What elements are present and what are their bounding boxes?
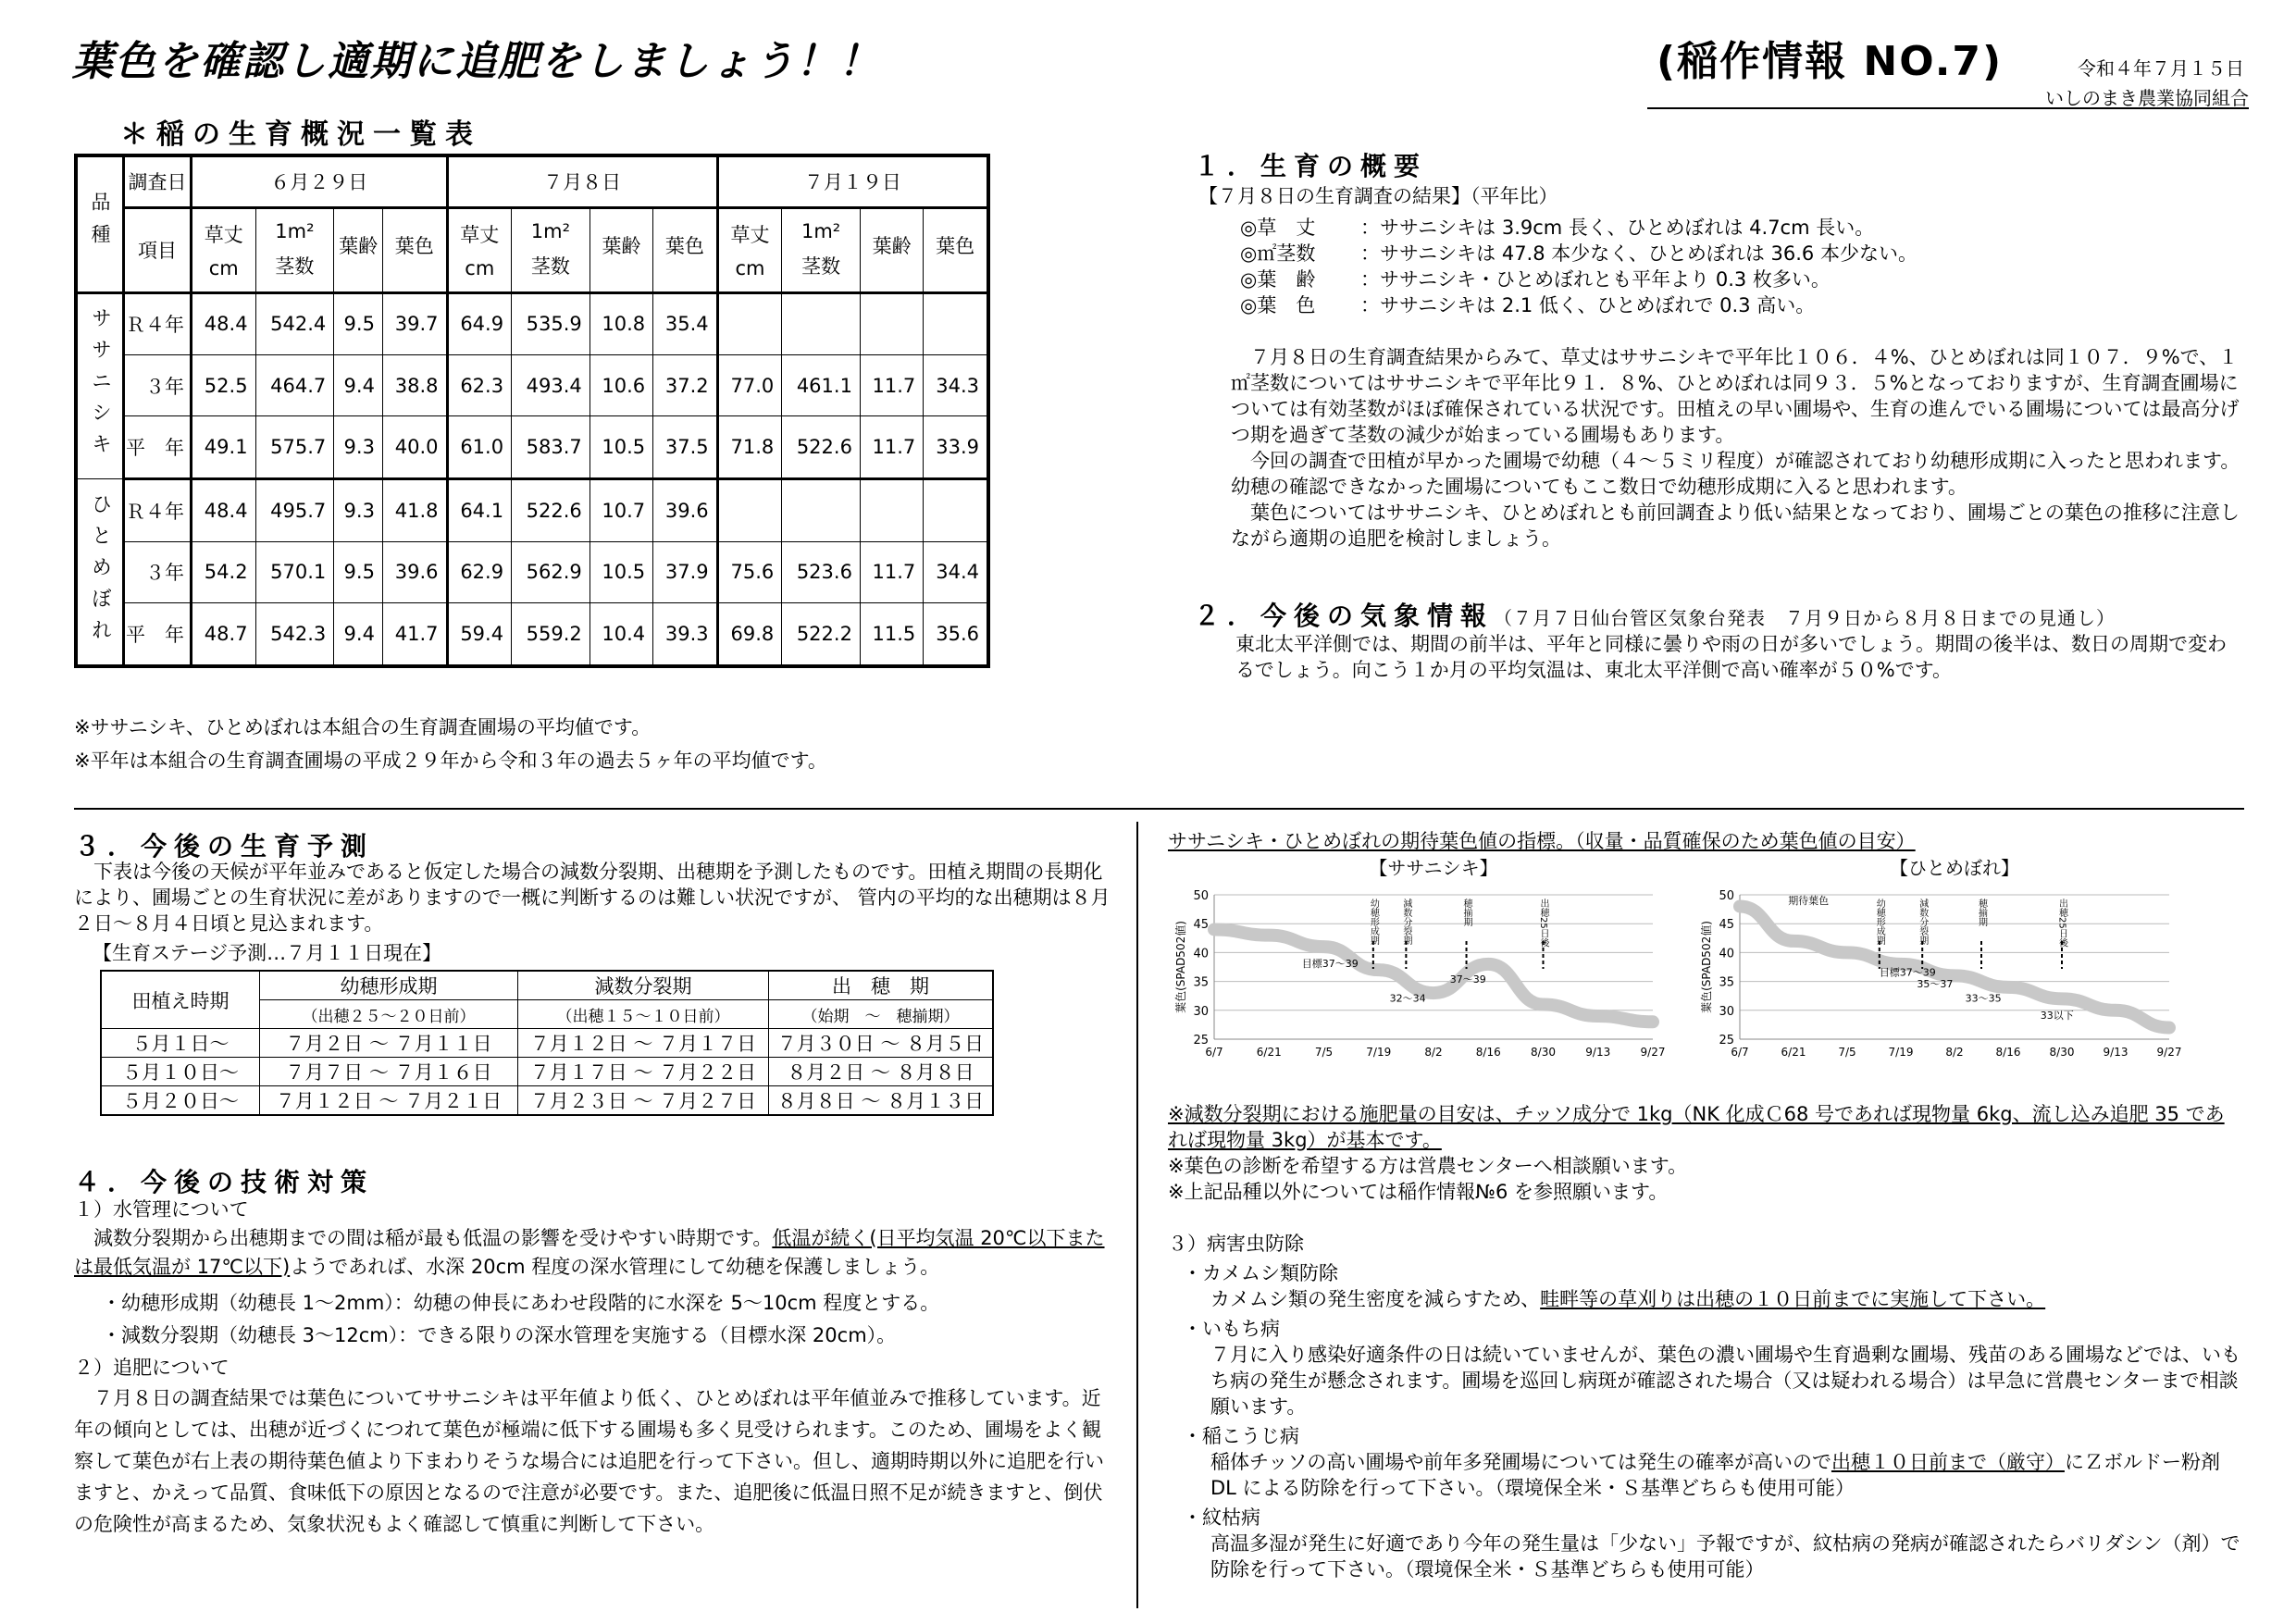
value-cell: 575.7 (255, 416, 334, 479)
value-cell: 37.9 (653, 541, 718, 602)
stage-table (100, 970, 994, 1116)
value-cell: 522.6 (782, 416, 861, 479)
stage-annotation: 幼穂形成期 (1368, 899, 1379, 945)
stage-annotation: 穂揃期 (1461, 899, 1472, 926)
target-annotation: 33以下 (2040, 1010, 2074, 1023)
value-cell (924, 479, 988, 542)
x-tick-label: 6/7 (1205, 1046, 1223, 1059)
item-row: ◎㎡茎数 ：ササニシキは 47.8 本少なく、ひとめぼれは 36.6 本少ない。 (1240, 242, 1917, 265)
pest-name: ・紋枯病 (1183, 1506, 1260, 1529)
water-bullet: ・幼穂形成期（幼穂長 1～2mm）：幼穂の伸長にあわせ段階的に水深を 5～10cm 程度とする。 (102, 1292, 940, 1314)
section4-text (74, 1196, 1120, 1540)
pest-heading: ３）病害虫防除 (1168, 1233, 1304, 1255)
cell: ８月２日 ～ ８月８日 (769, 1058, 994, 1086)
value-cell: 71.8 (717, 416, 782, 479)
organization: いしのまき農業協同組合 (2045, 87, 2249, 109)
cell: ８月８日 ～ ８月１３日 (769, 1086, 994, 1116)
value-cell: 493.4 (512, 355, 590, 416)
subheader-cell: （始期 ～ 穂揃期） (769, 1000, 994, 1029)
x-tick-label: 6/21 (1781, 1046, 1806, 1059)
value-cell: 570.1 (255, 541, 334, 602)
water-bullet: ・減数分裂期（幼穂長 3～12cm）：できる限りの深水管理を実施する（目標水深 20cm）。 (102, 1324, 897, 1346)
value-cell: 10.4 (590, 602, 652, 666)
x-tick-label: 9/27 (2156, 1046, 2182, 1059)
item-row: ◎葉 齢 ：ササニシキ・ひとめぼれとも平年より 0.3 枚多い。 (1240, 268, 1831, 291)
value-cell: 49.1 (192, 416, 256, 479)
value-cell: 34.3 (924, 355, 988, 416)
variety-name: ひとめぼれ (76, 479, 124, 666)
column-label: 葉色 (924, 207, 988, 292)
value-cell: 562.9 (512, 541, 590, 602)
cell: ７月２３日 ～ ７月２７日 (518, 1086, 769, 1116)
x-tick-label: 9/13 (1585, 1046, 1611, 1059)
value-cell (717, 479, 782, 542)
stage-annotation: 減数分裂期 (1400, 899, 1411, 945)
growth-table (74, 154, 990, 668)
target-annotation: 32～34 (1389, 992, 1426, 1005)
value-cell: 542.3 (255, 602, 334, 666)
value-cell: 35.6 (924, 602, 988, 666)
table-row (76, 207, 988, 292)
header-cell: 幼穂形成期 (260, 971, 518, 1000)
value-cell: 48.7 (192, 602, 256, 666)
value-cell: 11.7 (860, 541, 923, 602)
paragraph: 葉色についてはササニシキ、ひとめぼれとも前回調査より低い結果となっており、圃場ごとの葉色の推移に注意しながら適期の追肥を検討しましょう。 (1231, 502, 2240, 550)
x-tick-label: 6/21 (1256, 1046, 1282, 1059)
table-row (101, 1029, 993, 1058)
target-annotation: 37～39 (1449, 973, 1486, 986)
stage-annotation: 穂揃期 (1976, 899, 1987, 926)
table-row (76, 292, 988, 355)
chart-title: 【ササニシキ】 (1369, 857, 1498, 879)
table-row (101, 1058, 993, 1086)
value-cell (782, 292, 861, 355)
table-row (76, 355, 988, 416)
survey-date: ７月１９日 (717, 155, 988, 207)
section3-heading: ３．今後の生育予測 (74, 831, 375, 862)
pest-text: ７月に入り感染好適条件の日は続いていませんが、葉色の濃い圃場や生育過剰な圃場、残苗のある圃場などでは、いもち病の発生が懸念されます。圃場を巡回し病斑が確認された場合（又は疑われる場合）は早急に営農センターまで相談願います。 (1210, 1344, 2240, 1418)
row-label: 平 年 (124, 602, 192, 666)
table-row (76, 602, 988, 666)
cell: ５月１０日～ (101, 1058, 260, 1086)
x-tick-label: 8/2 (1424, 1046, 1443, 1059)
value-cell: 37.2 (653, 355, 718, 416)
table-note-1: ※ササニシキ、ひとめぼれは本組合の生育調査圃場の平均値です。 (74, 716, 652, 738)
value-cell: 64.1 (447, 479, 512, 542)
value-cell: 77.0 (717, 355, 782, 416)
y-tick-label: 40 (1719, 947, 1734, 961)
value-cell: 9.5 (334, 541, 383, 602)
value-cell (924, 292, 988, 355)
row-label: ３年 (124, 355, 192, 416)
series-line (1214, 929, 1653, 1022)
x-tick-label: 7/5 (1314, 1046, 1334, 1059)
stage-annotation: 出穂25日後 (1538, 899, 1548, 948)
fertilizer-notes (1168, 1101, 2241, 1205)
item-label: 項目 (124, 207, 192, 292)
value-cell: 9.3 (334, 479, 383, 542)
sasanishiki-chart (1168, 856, 1668, 1069)
value-cell: 35.4 (653, 292, 718, 355)
value-cell: 9.4 (334, 355, 383, 416)
chart-heading: ササニシキ・ひとめぼれの期待葉色値の指標。（収量・品質確保のため葉色値の目安） (1168, 830, 1916, 852)
column-label: 1m² 茎数 (512, 207, 590, 292)
stage-annotation: 出穂25日後 (2056, 899, 2067, 948)
table-row (76, 479, 988, 542)
column-label: 草丈 cm (192, 207, 256, 292)
y-tick-label: 45 (1719, 918, 1734, 933)
row-label: Ｒ４年 (124, 479, 192, 542)
value-cell: 34.4 (924, 541, 988, 602)
survey-date: ７月８日 (447, 155, 717, 207)
y-axis-label: 葉色(SPAD502値) (1700, 921, 1713, 1013)
fert-heading: ２）追肥について (74, 1357, 230, 1379)
subheader-cell: （出穂１５～１０日前） (518, 1000, 769, 1029)
value-cell (717, 292, 782, 355)
table-row (76, 416, 988, 479)
value-cell: 11.7 (860, 416, 923, 479)
cell: ５月１日～ (101, 1029, 260, 1058)
header-cell: 減数分裂期 (518, 971, 769, 1000)
pest-name: ・カメムシ類防除 (1183, 1262, 1338, 1284)
value-cell: 583.7 (512, 416, 590, 479)
horizontal-divider (74, 808, 2244, 810)
variety-name: ササニシキ (76, 292, 124, 479)
x-tick-label: 8/30 (1531, 1046, 1556, 1059)
water-heading: １）水管理について (74, 1198, 249, 1221)
value-cell: 9.5 (334, 292, 383, 355)
section2-title: ２．今後の気象情報 (1194, 601, 1495, 631)
chart-title: 【ひとめぼれ】 (1890, 857, 2019, 879)
paragraph: 今回の調査で田植が早かった圃場で幼穂（４～５ミリ程度）が確認されており幼穂形成期に入ったと思われます。幼穂の確認できなかった圃場についてもここ数日で幼穂形成期に入ると思われます。 (1231, 450, 2240, 498)
value-cell: 461.1 (782, 355, 861, 416)
row-label: 平 年 (124, 416, 192, 479)
column-label: 葉色 (653, 207, 718, 292)
subheader-cell: （出穂２５～２０日前） (260, 1000, 518, 1029)
note: ※葉色の診断を希望する方は営農センターへ相談願います。 (1168, 1155, 1688, 1177)
value-cell: 39.6 (382, 541, 447, 602)
issue-date: 令和４年７月１５日 (2078, 57, 2244, 80)
fert-paragraph: ７月８日の調査結果では葉色についてササニシキは平年値より低く、ひとめぼれは平年値並みで推移しています。近年の傾向としては、出穂が近づくにつれて葉色が極端に低下する圃場も多く見受けられます。このため、圃場をよく観察して葉色が右上表の期待葉色値より下まわりそうな場合には追肥を行って下さい。但し、適期時期以外に追肥を行いますと、かえって品質、食味低下の原因となるので注意が必要です。また、追肥後に低温日照不足が続きますと、倒伏の危険性が高まるため、気象状況もよく確認して慎重に判断して下さい。 (74, 1387, 1104, 1535)
value-cell: 10.7 (590, 479, 652, 542)
value-cell: 69.8 (717, 602, 782, 666)
value-cell: 522.6 (512, 479, 590, 542)
value-cell: 495.7 (255, 479, 334, 542)
value-cell (860, 292, 923, 355)
item-row: ◎葉 色 ：ササニシキは 2.1 低く、ひとめぼれで 0.3 高い。 (1240, 294, 1816, 316)
value-cell: 38.8 (382, 355, 447, 416)
y-tick-label: 25 (1193, 1034, 1209, 1048)
x-tick-label: 7/19 (1888, 1046, 1914, 1059)
value-cell: 59.4 (447, 602, 512, 666)
section2-sub: （７月７日仙台管区気象台発表 ７月９日から８月８日までの見通し） (1494, 607, 2116, 629)
value-cell (782, 479, 861, 542)
value-cell: 10.8 (590, 292, 652, 355)
value-cell: 464.7 (255, 355, 334, 416)
value-cell: 75.6 (717, 541, 782, 602)
table-row (76, 541, 988, 602)
table-note-2: ※平年は本組合の生育調査圃場の平成２９年から令和３年の過去５ヶ年の平均値です。 (74, 750, 827, 772)
column-label: 葉齢 (860, 207, 923, 292)
value-cell: 10.5 (590, 541, 652, 602)
y-tick-label: 50 (1719, 889, 1734, 903)
y-tick-label: 30 (1719, 1004, 1734, 1019)
column-label: 葉齢 (334, 207, 383, 292)
x-tick-label: 7/19 (1366, 1046, 1392, 1059)
stage-label: 【生育ステージ予測…７月１１日現在】 (93, 942, 442, 964)
value-cell: 40.0 (382, 416, 447, 479)
value-cell: 39.6 (653, 479, 718, 542)
column-label: 1m² 茎数 (255, 207, 334, 292)
section3-text: 下表は今後の天候が平年並みであると仮定した場合の減数分裂期、出穂期を予測したものです。田植え期間の長期化により、圃場ごとの生育状況に差がありますので一概に判断するのは難しい状況ですが、 管内の平均的な出穂期は８月２日～８月４日頃と見込まれます。 (74, 861, 1111, 935)
table-row (101, 971, 993, 1000)
value-cell: 9.4 (334, 602, 383, 666)
value-cell (860, 479, 923, 542)
cell: ７月１２日 ～ ７月１７日 (518, 1029, 769, 1058)
y-tick-label: 35 (1719, 975, 1734, 990)
section2-heading (1194, 596, 2116, 633)
column-label: 草丈 cm (447, 207, 512, 292)
value-cell: 522.2 (782, 602, 861, 666)
header-cell: 出 穂 期 (769, 971, 994, 1000)
value-cell: 535.9 (512, 292, 590, 355)
item-row: ◎草 丈 ：ササニシキは 3.9cm 長く、ひとめぼれは 4.7cm 長い。 (1240, 217, 1875, 239)
pest-section (1168, 1231, 2241, 1582)
value-cell: 62.3 (447, 355, 512, 416)
y-tick-label: 45 (1193, 918, 1209, 933)
y-tick-label: 25 (1719, 1034, 1734, 1048)
value-cell: 48.4 (192, 292, 256, 355)
stage-annotation: 期待葉色 (1788, 895, 1830, 907)
target-annotation: 目標37～39 (1879, 966, 1936, 979)
note: ※上記品種以外については稲作情報№6 を参照願います。 (1168, 1181, 1669, 1203)
target-annotation: 目標37～39 (1301, 958, 1359, 970)
section1-items (1240, 215, 2166, 318)
cell: ７月１７日 ～ ７月２２日 (518, 1058, 769, 1086)
column-label: 1m² 茎数 (782, 207, 861, 292)
value-cell: 37.5 (653, 416, 718, 479)
series-line (1740, 906, 2169, 1027)
row-label: Ｒ４年 (124, 292, 192, 355)
cell: ７月７日 ～ ７月１６日 (260, 1058, 518, 1086)
table-row (76, 155, 988, 207)
x-tick-label: 9/13 (2103, 1046, 2128, 1059)
pest-name: ・稲こうじ病 (1183, 1425, 1299, 1447)
pest-text: カメムシ類の発生密度を減らすため、畦畔等の草刈りは出穂の１０日前までに実施して下さい。 (1210, 1288, 2046, 1310)
hitomebore-chart (1694, 856, 2184, 1069)
target-annotation: 35～37 (1917, 977, 1954, 990)
value-cell: 11.5 (860, 602, 923, 666)
section4-heading: ４．今後の技術対策 (74, 1167, 375, 1197)
row-label: ３年 (124, 541, 192, 602)
value-cell: 9.3 (334, 416, 383, 479)
survey-label: 調査日 (124, 155, 192, 207)
header-cell: 田植え時期 (101, 971, 260, 1029)
value-cell: 41.7 (382, 602, 447, 666)
pest-text: 高温多湿が発生に好適であり今年の発生量は「少ない」予報ですが、紋枯病の発病が確認されたらバリダシン（剤）で防除を行って下さい。（環境保全米・Ｓ基準どちらも使用可能） (1210, 1532, 2240, 1581)
column-label: 葉齢 (590, 207, 652, 292)
info-number: (稲作情報 NO.7) (1657, 38, 2004, 85)
pest-list (1168, 1260, 2241, 1582)
variety-header: 品種 (76, 155, 124, 292)
value-cell: 52.5 (192, 355, 256, 416)
value-cell: 542.4 (255, 292, 334, 355)
note: ※減数分裂期における施肥量の目安は、チッソ成分で 1kg（NK 化成Ｃ68 号であれば現物量 6kg、流し込み追肥 35 であれば現物量 3kg）が基本です。 (1168, 1103, 2225, 1151)
value-cell: 41.8 (382, 479, 447, 542)
x-tick-label: 8/2 (1945, 1046, 1964, 1059)
x-tick-label: 9/27 (1640, 1046, 1666, 1059)
cell: ７月２日 ～ ７月１１日 (260, 1029, 518, 1058)
cell: ７月１２日 ～ ７月２１日 (260, 1086, 518, 1116)
x-tick-label: 8/16 (1995, 1046, 2021, 1059)
section1-sub: 【７月８日の生育調査の結果】（平年比） (1198, 185, 1558, 207)
column-label: 葉色 (382, 207, 447, 292)
stage-annotation: 減数分裂期 (1917, 899, 1928, 945)
value-cell: 62.9 (447, 541, 512, 602)
stage-annotation: 幼穂形成期 (1874, 899, 1885, 945)
water-paragraph: 減数分裂期から出穂期までの間は稲が最も低温の影響を受けやすい時期です。低温が続く(日平均気温 20℃以下または最低気温が 17℃以下)ようであれば、水深 20cm 程度の深水管理にして幼穂を保護しましょう。 (74, 1227, 1105, 1278)
paragraph: ７月８日の生育調査結果からみて、草丈はササニシキで平年比１０６．４%、ひとめぼれは同１０７．９%で、１㎡茎数についてはササニシキで平年比９１．８%、ひとめぼれは同９３．５%となっておりますが、生育調査圃場については有効茎数がほぼ確保されている状況です。田植えの早い圃場や、生育の進んでいる圃場については最高分げつ期を過ぎて茎数の減少が始まっている圃場もあります。 (1231, 346, 2240, 446)
pest-text: 稲体チッソの高い圃場や前年多発圃場については発生の確率が高いので出穂１０日前まで（厳守）にＺボルドー粉剤 DL による防除を行って下さい。（環境保全米・Ｓ基準どちらも使用可能） (1210, 1451, 2220, 1499)
column-label: 草丈 cm (717, 207, 782, 292)
value-cell: 61.0 (447, 416, 512, 479)
value-cell: 39.7 (382, 292, 447, 355)
y-tick-label: 50 (1193, 889, 1209, 903)
x-tick-label: 7/5 (1838, 1046, 1856, 1059)
y-axis-label: 葉色(SPAD502値) (1174, 921, 1187, 1013)
value-cell: 64.9 (447, 292, 512, 355)
survey-date: ６月２９日 (192, 155, 448, 207)
y-tick-label: 40 (1193, 947, 1209, 961)
table-row (101, 1086, 993, 1116)
x-tick-label: 8/30 (2049, 1046, 2075, 1059)
section1-heading: １．生育の概要 (1194, 151, 1428, 181)
target-annotation: 33～35 (1965, 992, 2002, 1005)
pest-name: ・いもち病 (1183, 1318, 1280, 1340)
value-cell: 39.3 (653, 602, 718, 666)
value-cell: 48.4 (192, 479, 256, 542)
value-cell: 33.9 (924, 416, 988, 479)
value-cell: 523.6 (782, 541, 861, 602)
cell: ７月３０日 ～ ８月５日 (769, 1029, 994, 1058)
value-cell: 54.2 (192, 541, 256, 602)
x-tick-label: 6/7 (1731, 1046, 1749, 1059)
header-rule (1647, 107, 2249, 109)
y-tick-label: 30 (1193, 1004, 1209, 1019)
section1-text (1231, 344, 2249, 552)
vertical-divider (1136, 822, 1138, 1608)
value-cell: 559.2 (512, 602, 590, 666)
page-title: 葉色を確認し適期に追肥をしましょう！！ (72, 38, 881, 85)
growth-table-heading: ＊稲の生育概況一覧表 (120, 118, 481, 151)
value-cell: 10.5 (590, 416, 652, 479)
value-cell: 11.7 (860, 355, 923, 416)
section2-text: 東北太平洋側では、期間の前半は、平年と同様に曇りや雨の日が多いでしょう。期間の後半は、数日の周期で変わるでしょう。向こう１か月の平均気温は、東北太平洋側で高い確率が５０%です。 (1235, 633, 2227, 681)
value-cell: 10.6 (590, 355, 652, 416)
x-tick-label: 8/16 (1475, 1046, 1501, 1059)
y-tick-label: 35 (1193, 975, 1209, 990)
cell: ５月２０日～ (101, 1086, 260, 1116)
